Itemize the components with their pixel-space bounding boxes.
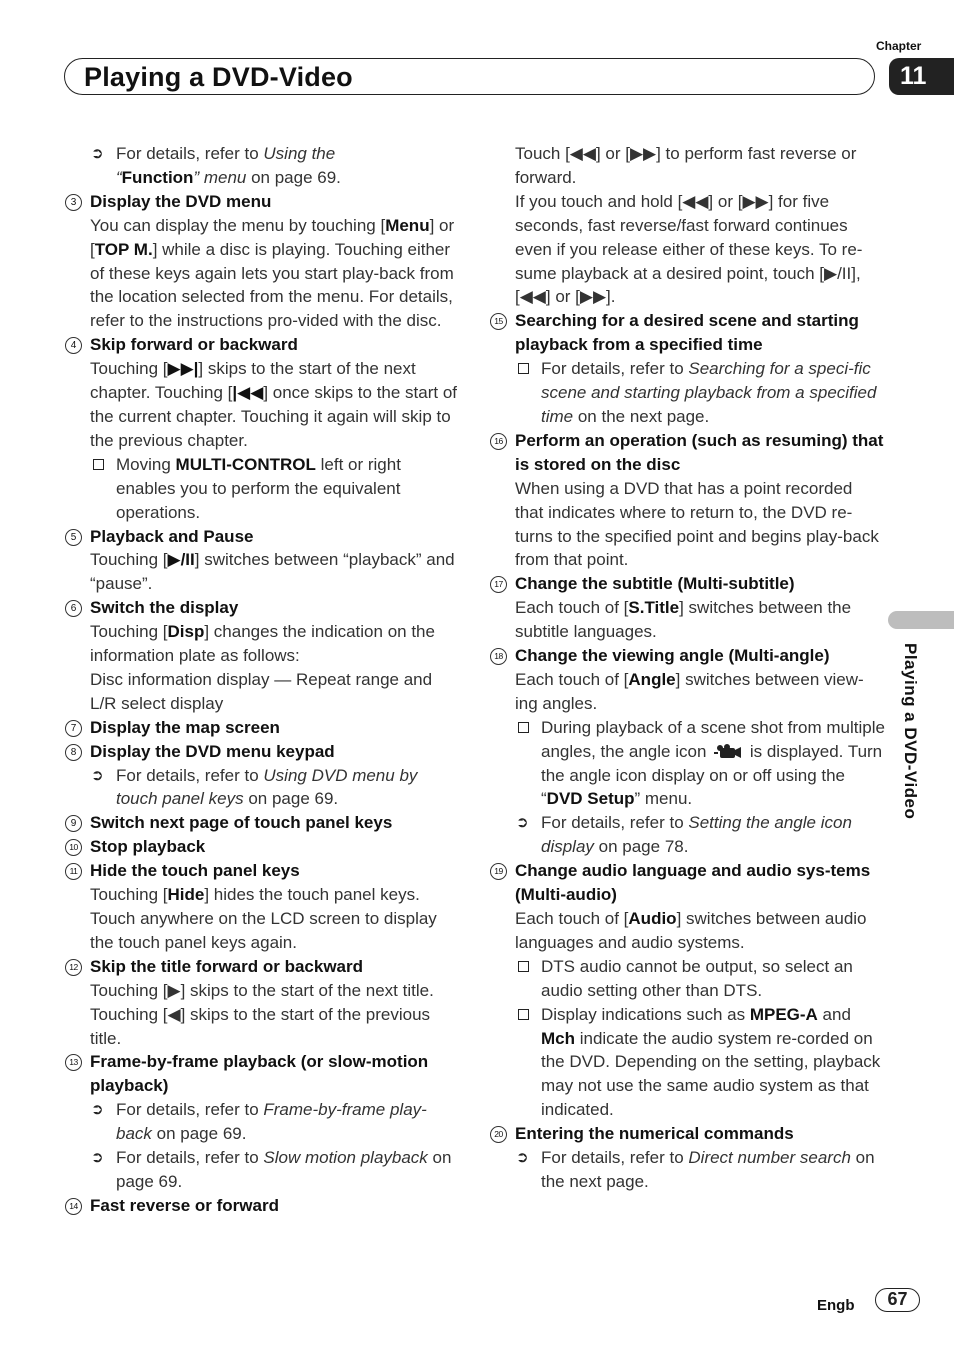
item-body: You can display the menu by touching [Menu] or [TOP M.] while a disc is playing. Touching either of these keys again lets you start play-back from the location selected from the menu. For details, refer to the instructions pro-vided with the disc. (90, 215, 455, 331)
reference-note: ➲ For details, refer to Slow motion playback on page 69. (91, 1148, 452, 1191)
item-heading: 8 Display the DVD menu keypad (65, 740, 460, 764)
right-column (490, 142, 885, 1194)
item-heading: 11 Hide the touch panel keys (65, 859, 460, 883)
item-heading: 10 Stop playback (65, 835, 460, 859)
item-number: 17 (490, 576, 507, 593)
item-body: Touching [Disp] changes the indication on the information plate as follows: (90, 622, 435, 666)
reference-note: ➲ For details, refer to Using the “Function” menu on page 69. (91, 144, 341, 187)
arrow-icon: ➲ (91, 1149, 104, 1167)
item-number: 12 (65, 959, 82, 976)
note-box-icon (518, 722, 529, 733)
item-heading: 13 Frame-by-frame playback (or slow-motion playback) (65, 1050, 460, 1098)
language-code: Engb (817, 1297, 855, 1314)
item-heading: 18 Change the viewing angle (Multi-angle) (490, 644, 885, 668)
note-box-icon (518, 961, 529, 972)
item-heading: 4 Skip forward or backward (65, 333, 460, 357)
item-heading: 9 Switch next page of touch panel keys (65, 811, 460, 835)
reference-note: ➲ For details, refer to Direct number search on the next page. (516, 1148, 875, 1191)
side-section-label: Playing a DVD-Video (901, 643, 920, 820)
item-number: 7 (65, 720, 82, 737)
item-body: Each touch of [Angle] switches between view-ing angles. (515, 669, 864, 713)
page-title-box (64, 58, 875, 95)
item-heading: 5 Playback and Pause (65, 525, 460, 549)
note-box-icon (518, 1009, 529, 1020)
item-number: 11 (65, 863, 82, 880)
item-heading: 14 Fast reverse or forward (65, 1194, 460, 1218)
item-heading: 3 Display the DVD menu (65, 190, 460, 214)
item-body: Each touch of [S.Title] switches between the subtitle languages. (515, 598, 852, 642)
item-number: 10 (65, 839, 82, 856)
item-body: Touching [▶] skips to the start of the next title. Touching [◀] skips to the start of the previous title. (90, 980, 434, 1048)
item-number: 19 (490, 863, 507, 880)
item-body: Touching [▶▶|] skips to the start of the next chapter. Touching [|◀◀] once skips to the start of the current chapter. Touching it again will skip to the previous chapter. (90, 359, 458, 450)
item-body: If you touch and hold [◀◀] or [▶▶] for five seconds, fast reverse/fast forward continues even if you release either of these keys. To re-sume playback at a desired point, touch [▶/II], [◀◀] or [▶▶]. (515, 191, 863, 307)
arrow-icon: ➲ (516, 814, 529, 832)
item-body: Touch [◀◀] or [▶▶] to perform fast reverse or forward. (515, 144, 857, 187)
item-number: 4 (65, 337, 82, 354)
left-column (65, 142, 460, 1218)
item-heading: 7 Display the map screen (65, 716, 460, 740)
item-body: Touching [▶/II] switches between “playback” and “pause”. (90, 550, 455, 594)
page-title: Playing a DVD-Video (84, 62, 353, 92)
item-number: 20 (490, 1126, 507, 1143)
note-box-icon (518, 363, 529, 374)
item-body: When using a DVD that has a point recorded that indicates where to return to, the DVD re-turns to the specified point and begins play-back from that point. (515, 478, 879, 570)
item-number: 14 (65, 1198, 82, 1215)
item-number: 18 (490, 648, 507, 665)
arrow-icon: ➲ (91, 145, 104, 162)
reference-note: ➲ For details, refer to Using DVD menu by touch panel keys on page 69. (91, 765, 418, 809)
note: During playback of a scene shot from multiple angles, the angle icon is displayed. Turn the angle icon display on or off using the “DVD Setup” menu. (490, 716, 885, 812)
note: DTS audio cannot be output, so select an audio setting other than DTS. (490, 955, 885, 1003)
side-tab-marker (888, 611, 954, 629)
item-heading: 20 Entering the numerical commands (490, 1122, 885, 1146)
item-body: Each touch of [Audio] switches between audio languages and audio systems. (515, 909, 867, 952)
item-heading: 12 Skip the title forward or backward (65, 955, 460, 979)
reference-note: ➲ For details, refer to Setting the angle icon display on page 78. (516, 813, 852, 857)
page-number: 67 (875, 1288, 920, 1312)
angle-icon (714, 743, 742, 760)
item-heading: 6 Switch the display (65, 596, 460, 620)
item-number: 8 (65, 744, 82, 761)
item-number: 9 (65, 815, 82, 832)
reference-note: ➲ For details, refer to Frame-by-frame play-back on page 69. (91, 1100, 427, 1144)
item-number: 13 (65, 1054, 82, 1071)
note: Moving MULTI-CONTROL left or right enables you to perform the equivalent operations. (65, 453, 460, 525)
item-heading: 17 Change the subtitle (Multi-subtitle) (490, 572, 885, 596)
note: For details, refer to Searching for a speci-fic scene and starting playback from a specified time on the next page. (490, 357, 885, 429)
chapter-label: Chapter (876, 39, 922, 53)
arrow-icon: ➲ (516, 1149, 529, 1167)
item-number: 6 (65, 600, 82, 617)
note-box-icon (93, 459, 104, 470)
item-heading: 16 Perform an operation (such as resuming) that is stored on the disc (490, 429, 885, 477)
item-body: Touching [Hide] hides the touch panel keys. Touch anywhere on the LCD screen to display the touch panel keys again. (90, 885, 437, 952)
arrow-icon: ➲ (91, 1101, 104, 1119)
chapter-number-badge: 11 (889, 58, 954, 95)
item-number: 5 (65, 529, 82, 546)
item-number: 15 (490, 313, 507, 330)
note: Display indications such as MPEG-A and Mch indicate the audio system re-corded on the DVD. Depending on the setting, playback may not use the same audio system as that indicated. (490, 1003, 885, 1123)
arrow-icon: ➲ (91, 766, 104, 784)
item-body: Disc information display — Repeat range and L/R select display (90, 669, 433, 713)
item-number: 3 (65, 194, 82, 211)
item-heading: 15 Searching for a desired scene and starting playback from a specified time (490, 309, 885, 357)
item-heading: 19 Change audio language and audio sys-tems (Multi-audio) (490, 859, 885, 907)
item-number: 16 (490, 433, 507, 450)
